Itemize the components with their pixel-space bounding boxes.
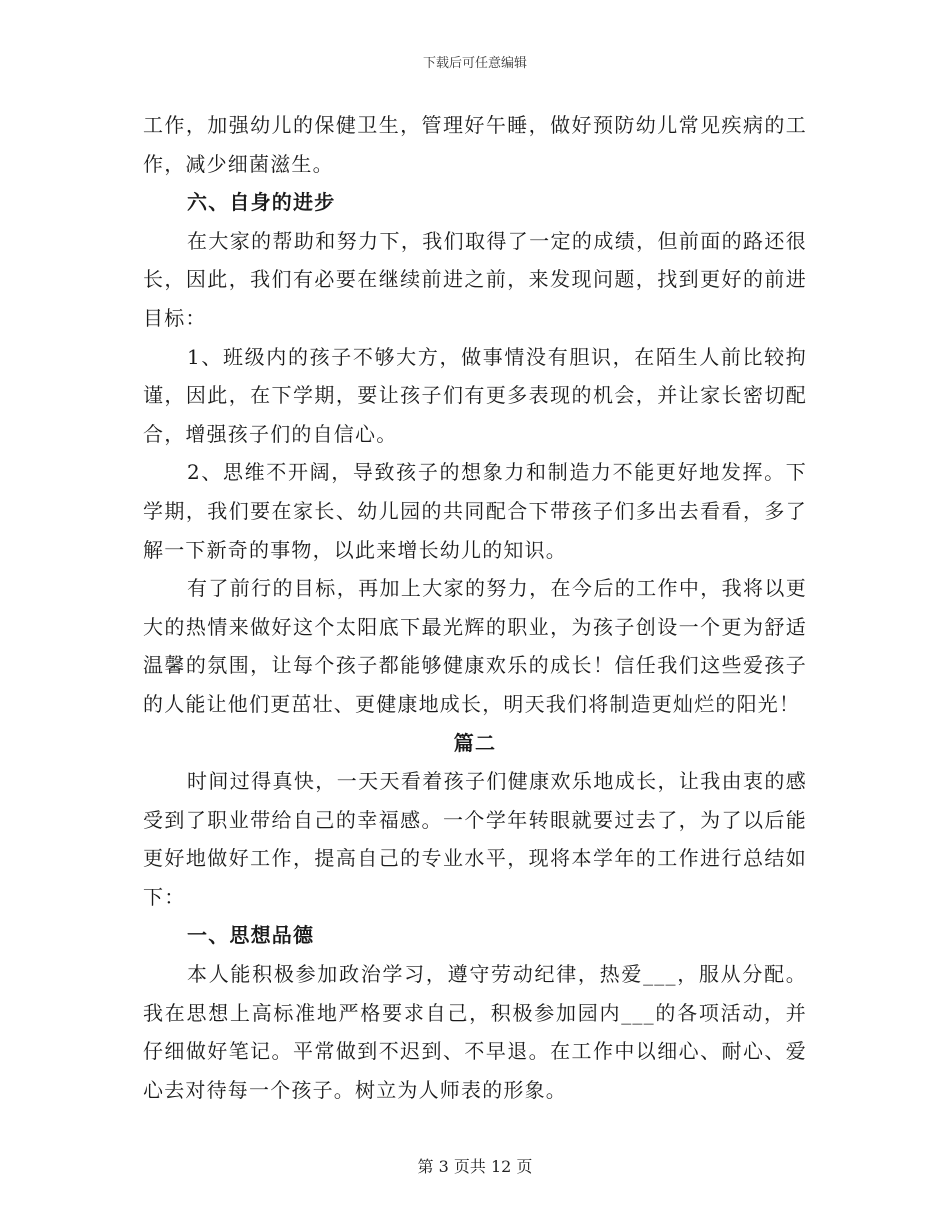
paragraph-ideology: 本人能积极参加政治学习，遵守劳动纪律，热爱___，服从分配。我在思想上高标准地严格要求自己，积极参加园内___的各项活动，并仔细做好笔记。平常做到不迟到、不早退。在工作中以细心、耐心、爱心去对待每一个孩子。树立为人师表的形象。 <box>143 962 807 1102</box>
paragraph-goal-1: 1、班级内的孩子不够大方，做事情没有胆识，在陌生人前比较拘谨，因此，在下学期，要让孩子们有更多表现的机会，并让家长密切配合，增强孩子们的自信心。 <box>143 344 807 446</box>
page-number: 第 3 页共 12 页 <box>417 1157 533 1176</box>
document-body <box>143 106 807 1109</box>
section-heading-self-progress: 六、自身的进步 <box>187 190 336 215</box>
page-header: 下载后可任意编辑 <box>422 56 527 71</box>
paragraph-intro-goals: 在大家的帮助和努力下，我们取得了一定的成绩，但前面的路还很长，因此，我们有必要在继续前进之前，来发现问题，找到更好的前进目标： <box>143 228 807 330</box>
paragraph-continuation: 工作，加强幼儿的保健卫生，管理好午睡，做好预防幼儿常见疾病的工作，减少细菌滋生。 <box>143 113 807 176</box>
paragraph-chapter-intro: 时间过得真快，一天天看着孩子们健康欢乐地成长，让我由衷的感受到了职业带给自己的幸福感。一个学年转眼就要过去了，为了以后能更好地做好工作，提高自己的专业水平，现将本学年的工作进行总结如下： <box>143 769 807 909</box>
chapter-title: 篇二 <box>453 730 497 755</box>
paragraph-goal-2: 2、思维不开阔，导致孩子的想象力和制造力不能更好地发挥。下学期，我们要在家长、幼儿园的共同配合下带孩子们多出去看看，多了解一下新奇的事物，以此来增长幼儿的知识。 <box>143 460 807 562</box>
section-heading-ideology: 一、思想品德 <box>187 923 315 948</box>
paragraph-conclusion: 有了前行的目标，再加上大家的努力，在今后的工作中，我将以更大的热情来做好这个太阳底下最光辉的职业，为孩子创设一个更为舒适温馨的氛围，让每个孩子都能够健康欢乐的成长！信任我们这些爱孩子的人能让他们更茁壮、更健康地成长，明天我们将制造更灿烂的阳光！ <box>143 576 807 716</box>
